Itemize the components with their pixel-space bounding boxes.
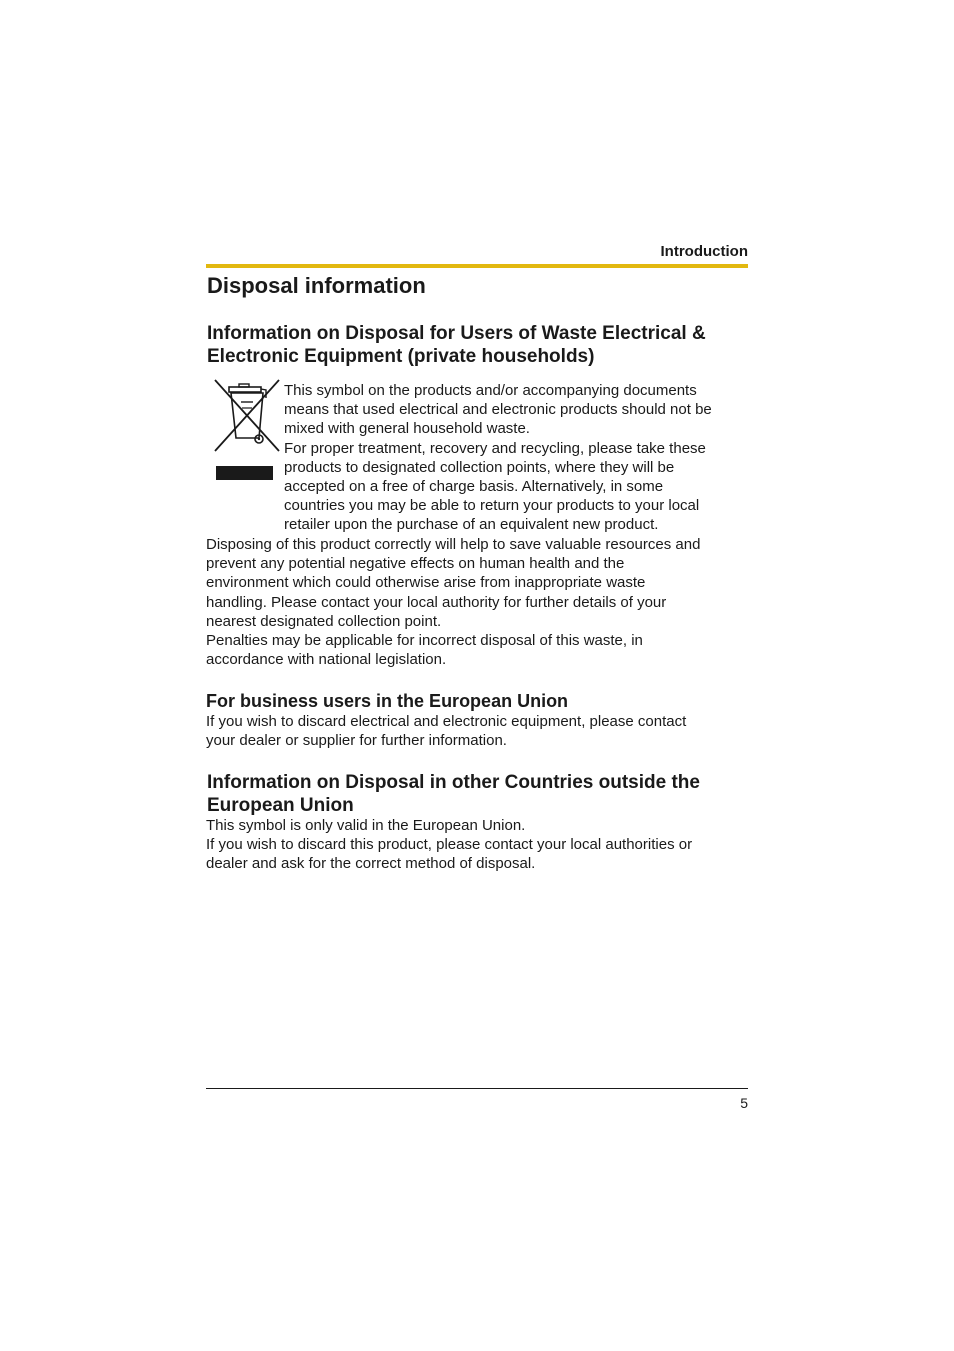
text-line: This symbol is only valid in the European Union. xyxy=(206,817,526,834)
text-line: Disposing of this product correctly will help to save valuable resources and xyxy=(206,536,701,553)
business-users-text xyxy=(206,712,748,750)
text-line: dealer and ask for the correct method of disposal. xyxy=(206,855,536,873)
footer-rule xyxy=(206,1088,748,1089)
text-line: means that used electrical and electronic products should not be xyxy=(284,401,712,419)
text-line: products to designated collection points, where they will be xyxy=(284,458,675,476)
heading-line: Information on Disposal for Users of Waste Electrical & xyxy=(207,323,706,344)
text-line: For proper treatment, recovery and recycling, please take these xyxy=(284,439,706,457)
disposal-benefits-text xyxy=(206,535,748,669)
heading-line: European Union xyxy=(207,795,354,816)
text-line: prevent any potential negative effects on human health and the xyxy=(206,555,625,573)
manual-page xyxy=(206,0,748,1351)
header-rule xyxy=(206,264,748,268)
heading-line: Information on Disposal in other Countries outside the xyxy=(207,772,700,793)
section-label: Introduction xyxy=(660,243,748,260)
text-line: accordance with national legislation. xyxy=(206,651,447,669)
text-line: accepted on a free of charge basis. Alternatively, in some xyxy=(284,478,664,496)
text-line: countries you may be able to return your products to your local xyxy=(284,497,700,515)
other-countries-text xyxy=(206,816,748,874)
text-line: If you wish to discard electrical and electronic equipment, please contact xyxy=(206,713,687,730)
text-line: nearest designated collection point. xyxy=(206,612,442,630)
other-countries-heading xyxy=(207,771,747,817)
page-title: Disposal information xyxy=(207,273,426,298)
text-line: handling. Please contact your local authority for further details of your xyxy=(206,593,667,611)
text-line: This symbol on the products and/or accompanying documents xyxy=(284,382,697,399)
private-households-text xyxy=(284,381,748,535)
page-number: 5 xyxy=(740,1095,748,1111)
business-users-heading: For business users in the European Union xyxy=(206,691,569,711)
text-line: mixed with general household waste. xyxy=(284,420,530,438)
text-line: If you wish to discard this product, please contact your local authorities or xyxy=(206,836,693,854)
crossed-out-wheelie-bin-icon xyxy=(209,378,281,484)
text-line: retailer upon the purchase of an equivalent new product. xyxy=(284,516,659,534)
text-line: your dealer or supplier for further information. xyxy=(206,732,507,750)
text-line: Penalties may be applicable for incorrect disposal of this waste, in xyxy=(206,632,643,650)
heading-line: Electronic Equipment (private households) xyxy=(207,346,595,367)
private-households-heading xyxy=(207,322,747,368)
text-line: environment which could otherwise arise from inappropriate waste xyxy=(206,574,646,592)
